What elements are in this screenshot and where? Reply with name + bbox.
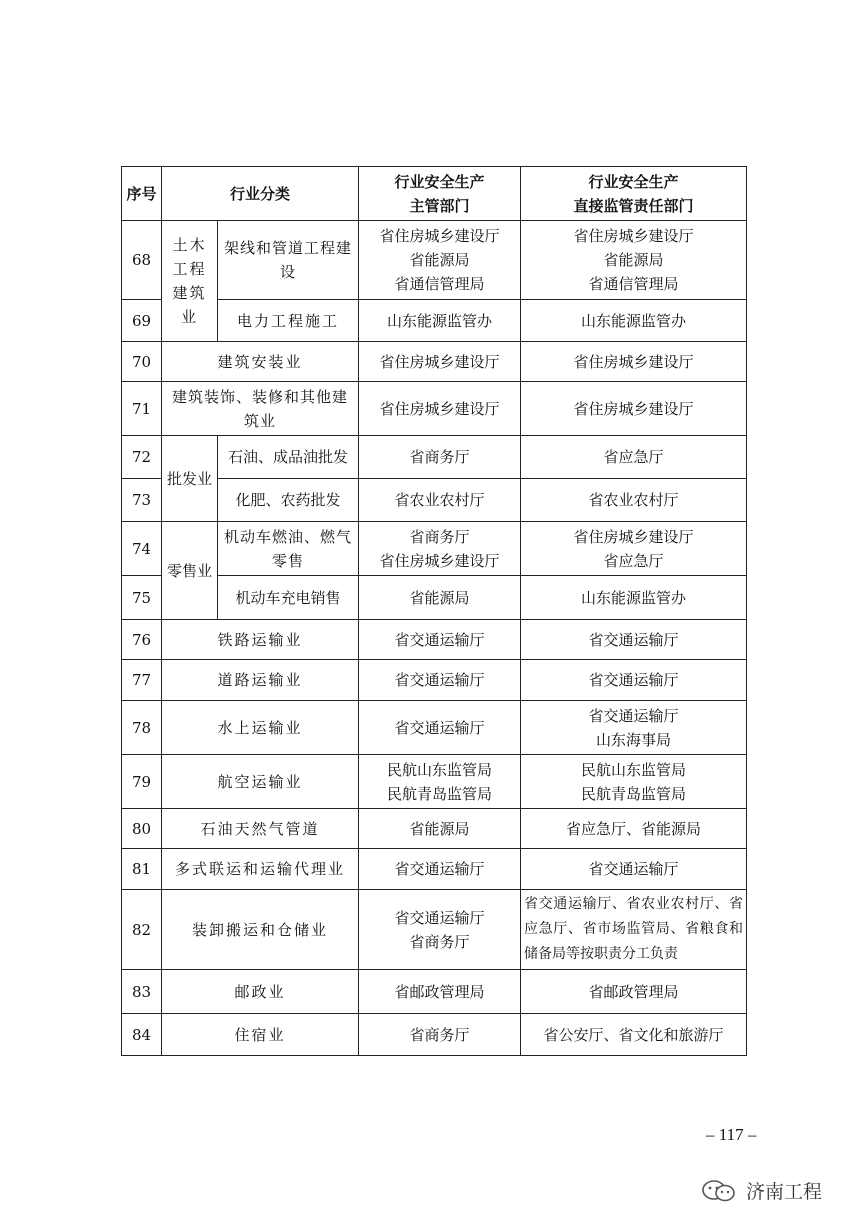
- table-row: [122, 701, 747, 755]
- group-civil: 土木工程建筑业: [162, 221, 218, 342]
- header-category: 行业分类: [162, 167, 359, 221]
- row-number: 83: [122, 970, 162, 1014]
- row-category: 石油、成品油批发: [218, 436, 359, 479]
- row-dept-direct: 省交通运输厅: [521, 849, 747, 890]
- dept-line: 省住房城乡建设厅: [379, 227, 500, 245]
- row-dept-main: 省邮政管理局: [359, 970, 521, 1014]
- row-category: 电力工程施工: [218, 300, 359, 342]
- row-dept-main: 省住房城乡建设厅: [359, 342, 521, 382]
- header-seq: 序号: [122, 167, 162, 221]
- row-number: 70: [122, 342, 162, 382]
- row-number: 84: [122, 1014, 162, 1056]
- table-row: [122, 809, 747, 849]
- table-row: [122, 382, 747, 436]
- group-retail: 零售业: [162, 522, 218, 620]
- dept-line: 民航山东监管局: [581, 760, 687, 779]
- table-row: [122, 890, 747, 970]
- row-number: 74: [122, 522, 162, 576]
- row-category: 机动车燃油、燃气零售: [218, 522, 359, 576]
- row-dept-main: 省商务厅: [359, 436, 521, 479]
- dept-line: 省商务厅: [409, 527, 470, 546]
- dept-line: 省商务厅: [409, 932, 470, 951]
- row-dept-direct: 省交通运输厅: [521, 660, 747, 701]
- row-category: 铁路运输业: [162, 620, 359, 660]
- row-number: 69: [122, 300, 162, 342]
- dept-line: 省交通运输厅: [588, 706, 679, 725]
- page-number: – 117 –: [706, 1125, 757, 1144]
- row-dept-direct: 省交通运输厅、省农业农村厅、省应急厅、省市场监管局、省粮食和储备局等按职责分工负责: [521, 890, 747, 970]
- dept-line: 省住房城乡建设厅: [379, 551, 500, 570]
- row-category: 架线和管道工程建设: [218, 221, 359, 300]
- row-number: 68: [122, 221, 162, 300]
- header-dept-direct-line: 行业安全生产: [588, 172, 679, 191]
- dept-line: 省交通运输厅: [394, 908, 485, 927]
- table-row: [122, 436, 747, 479]
- row-dept-main: 省交通运输厅: [359, 660, 521, 701]
- row-dept-direct: 省应急厅、省能源局: [521, 809, 747, 849]
- row-category: 邮政业: [162, 970, 359, 1014]
- row-dept-direct: 省应急厅: [521, 436, 747, 479]
- table-row: [122, 522, 747, 576]
- row-dept-direct: [521, 221, 747, 300]
- row-category: 住宿业: [162, 1014, 359, 1056]
- row-dept-direct: 山东能源监管办: [521, 576, 747, 620]
- row-category: 多式联运和运输代理业: [162, 849, 359, 890]
- row-number: 71: [122, 382, 162, 436]
- dept-line: 省通信管理局: [588, 275, 679, 293]
- row-dept-main: 省交通运输厅: [359, 849, 521, 890]
- dept-line: 省住房城乡建设厅: [573, 527, 694, 546]
- row-category: 装卸搬运和仓储业: [162, 890, 359, 970]
- table-row: [122, 970, 747, 1014]
- row-dept-direct: [521, 755, 747, 809]
- row-dept-direct: [521, 701, 747, 755]
- row-category: 水上运输业: [162, 701, 359, 755]
- dept-line: 省住房城乡建设厅: [573, 227, 694, 245]
- row-dept-main: [359, 755, 521, 809]
- row-dept-main: [359, 890, 521, 970]
- industry-table: [121, 166, 747, 1056]
- row-number: 81: [122, 849, 162, 890]
- row-category: 道路运输业: [162, 660, 359, 701]
- row-category: 航空运输业: [162, 755, 359, 809]
- dept-line: 省通信管理局: [394, 275, 485, 293]
- row-number: 73: [122, 479, 162, 522]
- row-dept-main: 省农业农村厅: [359, 479, 521, 522]
- table-row: [122, 342, 747, 382]
- table-row: [122, 221, 747, 300]
- table-row: [122, 620, 747, 660]
- table-header-row: [122, 167, 747, 221]
- row-dept-main: 省住房城乡建设厅: [359, 382, 521, 436]
- row-dept-main: 省能源局: [359, 576, 521, 620]
- header-dept-direct-line: 直接监管责任部门: [573, 196, 694, 215]
- row-dept-direct: 山东能源监管办: [521, 300, 747, 342]
- dept-line: 山东海事局: [596, 730, 672, 749]
- row-dept-direct: 省邮政管理局: [521, 970, 747, 1014]
- row-dept-direct: 省交通运输厅: [521, 620, 747, 660]
- table-row: [122, 1014, 747, 1056]
- row-number: 72: [122, 436, 162, 479]
- row-number: 79: [122, 755, 162, 809]
- table-row: [122, 849, 747, 890]
- header-dept-main-line: 行业安全生产: [394, 172, 485, 191]
- dept-line: 省能源局: [603, 251, 664, 269]
- row-number: 75: [122, 576, 162, 620]
- wechat-icon: [700, 1178, 740, 1204]
- row-category: 机动车充电销售: [218, 576, 359, 620]
- group-wholesale: 批发业: [162, 436, 218, 522]
- row-category: 石油天然气管道: [162, 809, 359, 849]
- row-dept-direct: [521, 522, 747, 576]
- row-number: 82: [122, 890, 162, 970]
- row-dept-main: [359, 221, 521, 300]
- dept-line: 民航青岛监管局: [387, 784, 493, 803]
- row-dept-main: [359, 522, 521, 576]
- row-number: 80: [122, 809, 162, 849]
- dept-line: 民航青岛监管局: [581, 784, 687, 803]
- row-dept-main: 省交通运输厅: [359, 620, 521, 660]
- row-category: 化肥、农药批发: [218, 479, 359, 522]
- dept-line: 省应急厅: [603, 551, 664, 570]
- row-dept-direct: 省农业农村厅: [521, 479, 747, 522]
- watermark-text: 济南工程: [746, 1181, 823, 1203]
- header-dept-direct: [521, 167, 747, 221]
- header-dept-main-line: 主管部门: [409, 196, 470, 215]
- row-category: 建筑装饰、装修和其他建筑业: [162, 382, 359, 436]
- row-dept-main: 省商务厅: [359, 1014, 521, 1056]
- row-dept-direct: 省住房城乡建设厅: [521, 382, 747, 436]
- row-dept-main: 山东能源监管办: [359, 300, 521, 342]
- row-dept-direct: 省公安厅、省文化和旅游厅: [521, 1014, 747, 1056]
- table-row: [122, 660, 747, 701]
- header-dept-main: [359, 167, 521, 221]
- row-dept-main: 省能源局: [359, 809, 521, 849]
- dept-line: 省能源局: [409, 251, 470, 269]
- row-dept-direct: 省住房城乡建设厅: [521, 342, 747, 382]
- row-category: 建筑安装业: [162, 342, 359, 382]
- watermark: [700, 1177, 822, 1204]
- row-number: 76: [122, 620, 162, 660]
- table-row: [122, 755, 747, 809]
- row-dept-main: 省交通运输厅: [359, 701, 521, 755]
- row-number: 78: [122, 701, 162, 755]
- dept-line: 民航山东监管局: [387, 760, 493, 779]
- row-number: 77: [122, 660, 162, 701]
